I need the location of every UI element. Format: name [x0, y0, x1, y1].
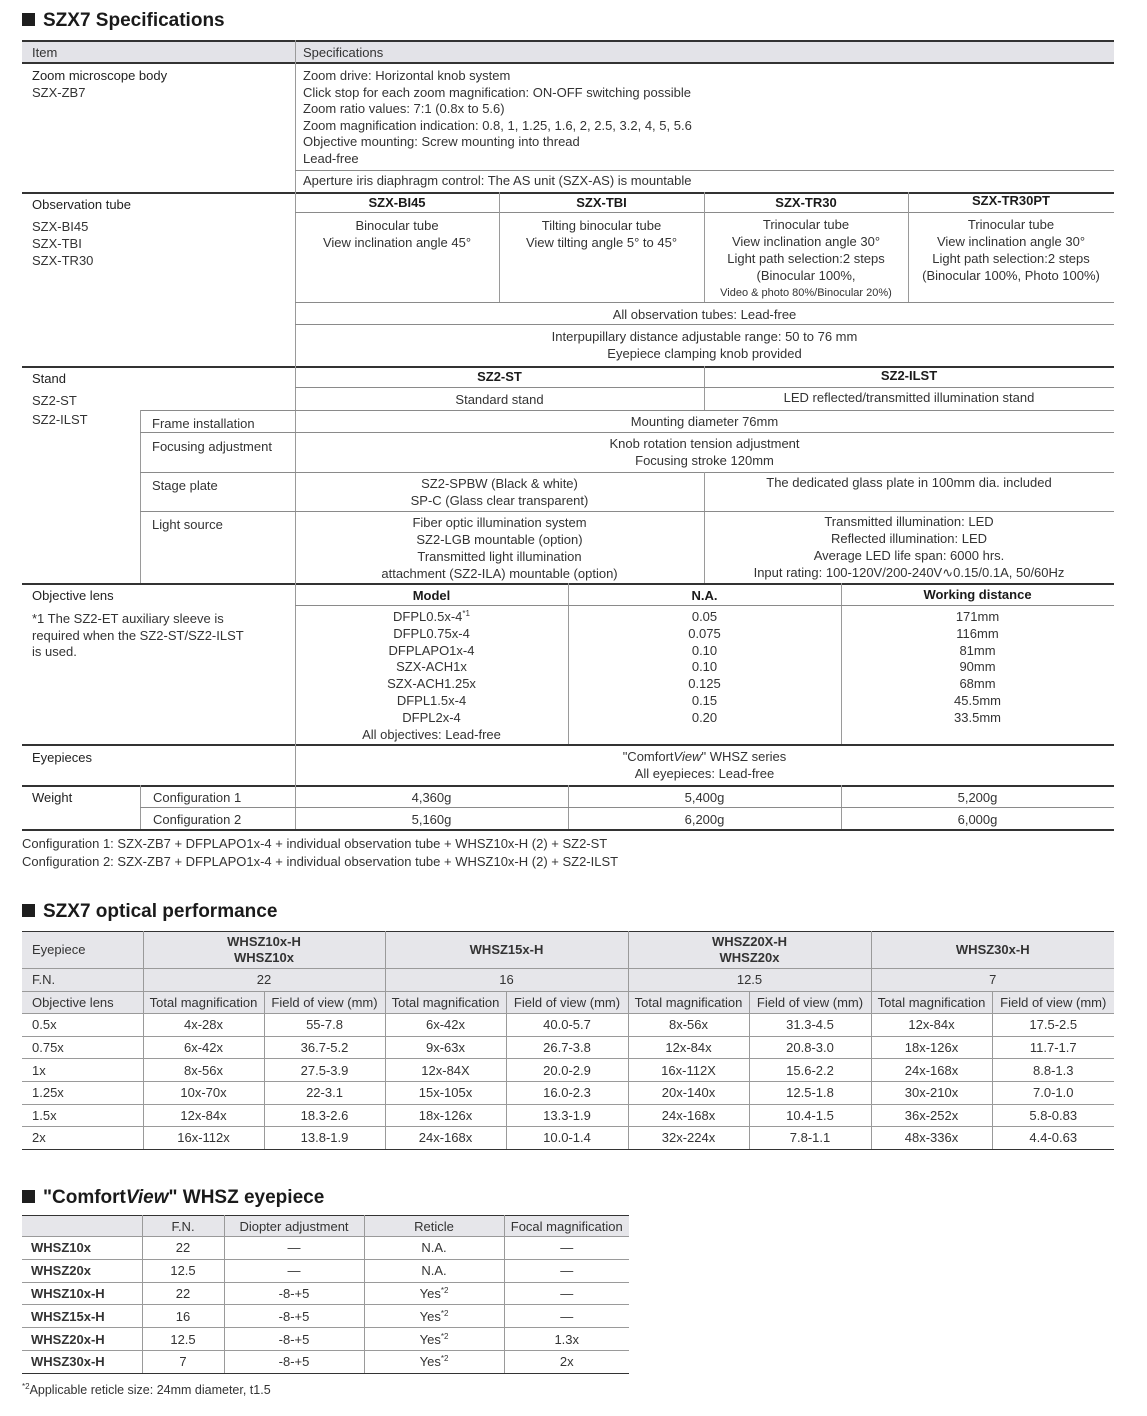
light-ilst: Reflected illumination: LED: [830, 531, 988, 546]
obj-note: required when the SZ2-ST/SZ2-ILST: [32, 627, 244, 643]
zoom-line: Zoom ratio values: 7:1 (0.8x to 5.6): [303, 101, 505, 117]
total-mag-value: 24x-168x: [871, 1059, 992, 1082]
square-bullet-icon: [22, 904, 35, 917]
footnote-marker: *2: [440, 1285, 449, 1295]
total-mag-value: 6x-42x: [143, 1036, 264, 1059]
diopter-value-text: —: [287, 1263, 301, 1279]
obj-wd: 90mm: [959, 659, 996, 675]
eyepiece-title: "ComfortView" WHSZ eyepiece: [22, 1187, 324, 1209]
total-mag-head: Total magnification: [628, 991, 749, 1014]
objective-mag: 2x: [22, 1127, 143, 1150]
obs-tube-name: Observation tube: [32, 197, 132, 212]
obs-desc: Trinocular tube: [967, 217, 1055, 232]
obj-note: is used.: [32, 644, 77, 660]
obj-model: DFPL0.5x-4$^{*1}$: [393, 609, 470, 624]
total-mag-value: 36x-252x: [871, 1104, 992, 1127]
light-ilst: Input rating: 100-120V/200-240V∿0.15/0.1A, 50/60Hz: [753, 565, 1065, 580]
eyepiece-model: [22, 1282, 142, 1305]
fov-head: Field of view (mm): [992, 991, 1114, 1014]
eye-head: Diopter adjustment: [224, 1216, 364, 1237]
fov-value: 16.0-2.3: [506, 1081, 628, 1104]
obs-desc: Light path selection:2 steps: [932, 251, 1090, 266]
fov-value: 15.6-2.2: [749, 1059, 871, 1082]
fn-value-text: 12.5: [170, 1331, 196, 1347]
specs-header-band: [22, 40, 1114, 62]
reticle-value-text: Yes: [419, 1308, 441, 1324]
stage-st: SZ2-SPBW (Black & white): [421, 476, 578, 491]
perf-title: SZX7 optical performance: [22, 901, 277, 923]
weight-value: 5,400g: [684, 790, 725, 805]
fov-value: 7.8-1.1: [749, 1127, 871, 1150]
total-mag-value: 12x-84X: [385, 1059, 506, 1082]
obs-desc: View inclination angle 30°: [731, 234, 881, 249]
obs-model: SZX-TBI: [32, 236, 82, 251]
stand-head-st: SZ2-ST: [477, 369, 522, 384]
fov-value: 8.8-1.3: [992, 1059, 1114, 1082]
stand-name: Stand: [32, 371, 66, 386]
total-mag-value: 18x-126x: [871, 1036, 992, 1059]
perf-row: [22, 1036, 1114, 1059]
footnote-marker: *2: [440, 1354, 449, 1364]
eyepiece-row: [22, 1259, 629, 1282]
specs-title: SZX7 Specifications: [22, 10, 225, 32]
config-note-1: Configuration 1: SZX-ZB7 + DFPLAPO1x-4 + individual observation tube + WHSZ10x-H (2) + SZ2-ST: [22, 836, 608, 851]
obs-desc: Tilting binocular tube: [541, 218, 662, 233]
obs-desc: View inclination angle 45°: [322, 235, 472, 250]
eye-head: Focal magnification: [504, 1216, 629, 1237]
square-bullet-icon: [22, 1190, 35, 1203]
light-st: SZ2-LGB mountable (option): [416, 532, 583, 547]
light-st: attachment (SZ2-ILA) mountable (option): [381, 566, 618, 581]
total-mag-value: 15x-105x: [385, 1081, 506, 1104]
fov-value: 22-3.1: [264, 1081, 385, 1104]
fov-value: 27.5-3.9: [264, 1059, 385, 1082]
fn-value: 7: [871, 969, 1114, 992]
perf-eyepiece-row: [22, 932, 1114, 969]
diopter-value-text: -8-+5: [278, 1331, 310, 1347]
perf-row: [22, 1014, 1114, 1037]
obj-name: Objective lens: [32, 588, 114, 603]
fov-head: Field of view (mm): [264, 991, 385, 1014]
stand-model: SZ2-ILST: [32, 412, 88, 427]
fov-value: 7.0-1.0: [992, 1081, 1114, 1104]
eyepiece-label: Eyepiece: [22, 932, 143, 969]
total-mag-value: 18x-126x: [385, 1104, 506, 1127]
total-mag-value: 9x-63x: [385, 1036, 506, 1059]
obj-wd: 171mm: [955, 609, 1000, 624]
perf-fn-row: [22, 969, 1114, 992]
obj-na: 0.10: [691, 642, 718, 658]
obj-wd: 33.5mm: [954, 709, 1001, 725]
total-mag-head: Total magnification: [871, 991, 992, 1014]
reticle-value: [364, 1305, 504, 1328]
perf-subhead-row: [22, 991, 1114, 1014]
light-st: Fiber optic illumination system: [412, 515, 587, 530]
obs-col-head: SZX-TR30: [775, 195, 837, 210]
fov-value: 36.7-5.2: [264, 1036, 385, 1059]
obs-model: SZX-BI45: [32, 219, 89, 234]
total-mag-value: 8x-56x: [143, 1059, 264, 1082]
total-mag-value: 48x-336x: [871, 1127, 992, 1150]
weight-value: 6,000g: [957, 812, 998, 827]
eyepiece-header-row: [22, 1216, 629, 1237]
eyepiece-row: [22, 1282, 629, 1305]
col-item-header: Item: [32, 45, 58, 60]
eyepiece-row: [22, 1237, 629, 1260]
total-mag-value: 8x-56x: [628, 1014, 749, 1037]
perf-row: [22, 1059, 1114, 1082]
stand-head-ilst: SZ2-ILST: [880, 368, 938, 383]
eyepieces-name: Eyepieces: [32, 750, 92, 765]
fov-value: 17.5-2.5: [992, 1014, 1114, 1037]
eyepiece-model: [22, 1350, 142, 1373]
fn-value-text: 7: [179, 1354, 187, 1370]
zoom-body-name: Zoom microscope body: [32, 68, 168, 83]
eye-body: [22, 1237, 629, 1374]
footnote-marker: *2: [440, 1331, 449, 1341]
obs-ipd: Interpupillary distance adjustable range: 50 to 76 mm: [551, 329, 858, 344]
obs-desc: Trinocular tube: [762, 217, 850, 232]
footnote-marker: *1: [462, 609, 470, 618]
diopter-value-text: -8-+5: [278, 1285, 310, 1301]
diopter-value: [224, 1305, 364, 1328]
obs-model: SZX-TR30: [32, 253, 94, 268]
total-mag-value: 24x-168x: [628, 1104, 749, 1127]
total-mag-head: Total magnification: [143, 991, 264, 1014]
obs-lead-free: All observation tubes: Lead-free: [612, 307, 797, 322]
weight-value: 6,200g: [684, 812, 725, 827]
obj-lead-free: All objectives: Lead-free: [362, 726, 501, 742]
stand-model: SZ2-ST: [32, 393, 77, 408]
fov-value: 10.0-1.4: [506, 1127, 628, 1150]
obs-col-head: SZX-TBI: [576, 195, 627, 210]
col-spec-header: Specifications: [303, 45, 384, 60]
fn-label: F.N.: [22, 969, 143, 992]
eyepiece-table: [22, 1215, 629, 1374]
diopter-value: [224, 1328, 364, 1351]
fov-head: Field of view (mm): [749, 991, 871, 1014]
eyepiece-model-text: WHSZ10x-H: [31, 1285, 105, 1301]
light-st: Transmitted light illumination: [417, 549, 582, 564]
obs-col-head: SZX-TR30PT: [971, 193, 1050, 208]
fov-value: 26.7-3.8: [506, 1036, 628, 1059]
weight-name: Weight: [32, 790, 73, 805]
obs-desc: (Binocular 100%,: [756, 268, 856, 283]
eyepiece-head: WHSZ10x-H WHSZ10x: [143, 932, 385, 969]
reticle-value-text: N.A.: [421, 1263, 447, 1279]
obj-head-na: N.A.: [691, 588, 718, 603]
zoom-line: Zoom drive: Horizontal knob system: [303, 68, 511, 83]
fn-value: [142, 1328, 224, 1351]
eyepiece-model-text: WHSZ10x: [31, 1240, 91, 1256]
obj-na: 0.05: [691, 609, 718, 624]
focal-mag-value: [504, 1350, 629, 1373]
weight-value: 5,200g: [957, 790, 998, 805]
objective-mag: 1.5x: [22, 1104, 143, 1127]
total-mag-value: 10x-70x: [143, 1081, 264, 1104]
stand-desc-st: Standard stand: [455, 392, 544, 407]
fn-value: 22: [143, 969, 385, 992]
eyepiece-model-text: WHSZ30x-H: [31, 1354, 105, 1370]
perf-row: [22, 1127, 1114, 1150]
perf-row: [22, 1081, 1114, 1104]
obs-col-head: SZX-BI45: [368, 195, 426, 210]
diopter-value: [224, 1237, 364, 1260]
focal-mag-value: [504, 1237, 629, 1260]
reticle-value: [364, 1282, 504, 1305]
total-mag-value: 24x-168x: [385, 1127, 506, 1150]
eyepiece-row: [22, 1305, 629, 1328]
total-mag-value: 20x-140x: [628, 1081, 749, 1104]
obj-model: DFPL2x-4: [402, 709, 461, 725]
fov-value: 31.3-4.5: [749, 1014, 871, 1037]
zoom-line: Zoom magnification indication: 0.8, 1, 1.25, 1.6, 2, 2.5, 3.2, 4, 5, 5.6: [303, 117, 692, 133]
obj-head-wd: Working distance: [923, 587, 1032, 602]
weight-value: 4,360g: [411, 790, 452, 805]
fov-value: 5.8-0.83: [992, 1104, 1114, 1127]
focal-mag-value: [504, 1328, 629, 1351]
focal-mag-value-text: —: [560, 1285, 574, 1301]
reticle-value-text: Yes: [419, 1331, 441, 1347]
eyepiece-model: [22, 1237, 142, 1260]
eye-head: [22, 1216, 142, 1237]
focal-mag-value: [504, 1305, 629, 1328]
fov-value: 13.3-1.9: [506, 1104, 628, 1127]
perf-body: [22, 1014, 1114, 1150]
obj-na: 0.20: [691, 709, 718, 725]
focal-mag-value: [504, 1282, 629, 1305]
fn-value: [142, 1237, 224, 1260]
focal-mag-value-text: —: [560, 1263, 574, 1279]
perf-row: [22, 1104, 1114, 1127]
total-mag-value: 30x-210x: [871, 1081, 992, 1104]
fov-value: 10.4-1.5: [749, 1104, 871, 1127]
diopter-value: [224, 1259, 364, 1282]
focal-mag-value-text: —: [560, 1240, 574, 1256]
obj-wd: 45.5mm: [954, 693, 1001, 708]
fn-value: [142, 1259, 224, 1282]
reticle-value: [364, 1328, 504, 1351]
eyepiece-head: WHSZ15x-H: [385, 932, 628, 969]
focal-mag-value-text: 1.3x: [554, 1331, 580, 1347]
eyepiece-model-text: WHSZ15x-H: [31, 1308, 105, 1324]
total-mag-value: 16x-112X: [628, 1059, 749, 1082]
reticle-note: $^{*2}$Applicable reticle size: 24mm diameter, t1.5: [22, 1382, 271, 1397]
diopter-value-text: -8-+5: [278, 1354, 310, 1370]
fn-value: [142, 1282, 224, 1305]
total-mag-head: Total magnification: [385, 991, 506, 1014]
obj-model: DFPL1.5x-4: [396, 693, 467, 708]
light-ilst: Average LED life span: 6000 hrs.: [813, 548, 1005, 563]
fn-value-text: 16: [175, 1308, 191, 1324]
obj-wd: 68mm: [959, 676, 996, 692]
obs-desc: View inclination angle 30°: [936, 234, 1086, 249]
fov-value: 55-7.8: [264, 1014, 385, 1037]
fov-head: Field of view (mm): [506, 991, 628, 1014]
obj-head-model: Model: [412, 588, 451, 603]
diopter-value-text: -8-+5: [278, 1308, 310, 1324]
stand-desc-ilst: LED reflected/transmitted illumination stand: [783, 390, 1035, 405]
focal-mag-value: [504, 1259, 629, 1282]
eyepiece-model: [22, 1328, 142, 1351]
obj-na: 0.075: [688, 625, 721, 641]
objective-mag: 0.75x: [22, 1036, 143, 1059]
reticle-value: [364, 1259, 504, 1282]
fov-value: 12.5-1.8: [749, 1081, 871, 1104]
total-mag-value: 12x-84x: [143, 1104, 264, 1127]
focus-line: Focusing stroke 120mm: [635, 453, 774, 468]
obs-desc: Binocular tube: [355, 218, 439, 233]
obj-model: DFPL0.75x-4: [393, 625, 470, 641]
fov-value: 13.8-1.9: [264, 1127, 385, 1150]
total-mag-value: 12x-84x: [871, 1014, 992, 1037]
total-mag-value: 4x-28x: [143, 1014, 264, 1037]
eyepiece-model-text: WHSZ20x: [31, 1263, 91, 1279]
focal-mag-value-text: 2x: [559, 1354, 574, 1370]
zoom-line: Click stop for each zoom magnification: ON-OFF switching possible: [303, 84, 691, 100]
eyepiece-head: WHSZ30x-H: [871, 932, 1114, 969]
obj-na: 0.10: [691, 659, 718, 675]
eye-head: Reticle: [364, 1216, 504, 1237]
config-note-2: Configuration 2: SZX-ZB7 + DFPLAPO1x-4 + individual observation tube + WHSZ10x-H (2) + SZ2-ILST: [22, 854, 619, 869]
fn-value-text: 12.5: [170, 1263, 196, 1279]
eyepiece-model: [22, 1259, 142, 1282]
weight-config-label: Configuration 2: [153, 812, 242, 827]
obj-model: SZX-ACH1.25x: [387, 676, 476, 692]
obj-model: DFPLAPO1x-4: [388, 642, 475, 658]
fn-value-text: 22: [175, 1285, 191, 1301]
fov-value: 40.0-5.7: [506, 1014, 628, 1037]
reticle-value-text: N.A.: [421, 1240, 447, 1256]
objective-mag: 0.5x: [22, 1014, 143, 1037]
obj-na: 0.15: [691, 693, 718, 708]
diopter-value: [224, 1282, 364, 1305]
eyepieces-line2: All eyepieces: Lead-free: [634, 766, 775, 781]
reticle-value: [364, 1350, 504, 1373]
focal-mag-value-text: —: [560, 1308, 574, 1324]
stage-ilst: The dedicated glass plate in 100mm dia. included: [766, 475, 1052, 490]
fn-value: [142, 1305, 224, 1328]
fn-value: [142, 1350, 224, 1373]
obs-desc: Video & photo 80%/Binocular 20%): [720, 287, 892, 299]
obj-wd: 116mm: [956, 625, 999, 641]
weight-config-label: Configuration 1: [153, 790, 242, 805]
total-mag-value: 6x-42x: [385, 1014, 506, 1037]
obs-desc: Light path selection:2 steps: [727, 251, 885, 266]
obs-desc: (Binocular 100%, Photo 100%): [922, 268, 1100, 283]
fov-value: 20.0-2.9: [506, 1059, 628, 1082]
stage-label: Stage plate: [152, 478, 218, 493]
frame-label: Frame installation: [152, 416, 255, 431]
focus-label: Focusing adjustment: [152, 439, 272, 454]
total-mag-value: 16x-112x: [143, 1127, 264, 1150]
weight-value: 5,160g: [411, 812, 452, 827]
footnote-marker: *2: [440, 1308, 449, 1318]
fov-value: 18.3-2.6: [264, 1104, 385, 1127]
total-mag-value: 12x-84x: [628, 1036, 749, 1059]
eyepiece-head: WHSZ20X-H WHSZ20x: [628, 932, 871, 969]
objective-label: Objective lens: [22, 991, 143, 1014]
diopter-value: [224, 1350, 364, 1373]
eyepieces-line1: "ComfortView" WHSZ series: [622, 749, 787, 764]
total-mag-value: 32x-224x: [628, 1127, 749, 1150]
obj-na: 0.125: [688, 676, 721, 692]
fn-value: 16: [385, 969, 628, 992]
light-ilst: Transmitted illumination: LED: [824, 514, 994, 529]
fn-value: 12.5: [628, 969, 871, 992]
objective-mag: 1x: [22, 1059, 143, 1082]
zoom-body-model: SZX-ZB7: [32, 85, 86, 100]
fov-value: 4.4-0.63: [992, 1127, 1114, 1150]
zoom-line: Objective mounting: Screw mounting into thread: [303, 134, 580, 150]
fov-value: 11.7-1.7: [992, 1036, 1114, 1059]
eyepiece-row: [22, 1328, 629, 1351]
light-label: Light source: [152, 517, 223, 532]
eyepiece-row: [22, 1350, 629, 1373]
diopter-value-text: —: [287, 1240, 301, 1256]
aperture-line: Aperture iris diaphragm control: The AS unit (SZX-AS) is mountable: [303, 173, 692, 188]
obj-note: *1 The SZ2-ET auxiliary sleeve is: [32, 611, 224, 626]
reticle-value-text: Yes: [419, 1354, 441, 1370]
obs-desc: View tilting angle 5° to 45°: [525, 235, 678, 250]
optical-performance-table: [22, 931, 1114, 1150]
fn-value-text: 22: [175, 1240, 191, 1256]
objective-mag: 1.25x: [22, 1081, 143, 1104]
eye-head: F.N.: [142, 1216, 224, 1237]
obs-clamp: Eyepiece clamping knob provided: [607, 346, 802, 361]
eyepiece-model: [22, 1305, 142, 1328]
frame-value: Mounting diameter 76mm: [630, 414, 779, 429]
obj-model: SZX-ACH1x: [396, 659, 467, 675]
obj-wd: 81mm: [959, 642, 996, 658]
reticle-value: [364, 1237, 504, 1260]
stage-st: SP-C (Glass clear transparent): [410, 493, 589, 508]
zoom-line: Lead-free: [303, 151, 359, 166]
eyepiece-model-text: WHSZ20x-H: [31, 1331, 105, 1347]
fov-value: 20.8-3.0: [749, 1036, 871, 1059]
reticle-value-text: Yes: [419, 1285, 441, 1301]
focus-line: Knob rotation tension adjustment: [609, 436, 800, 451]
